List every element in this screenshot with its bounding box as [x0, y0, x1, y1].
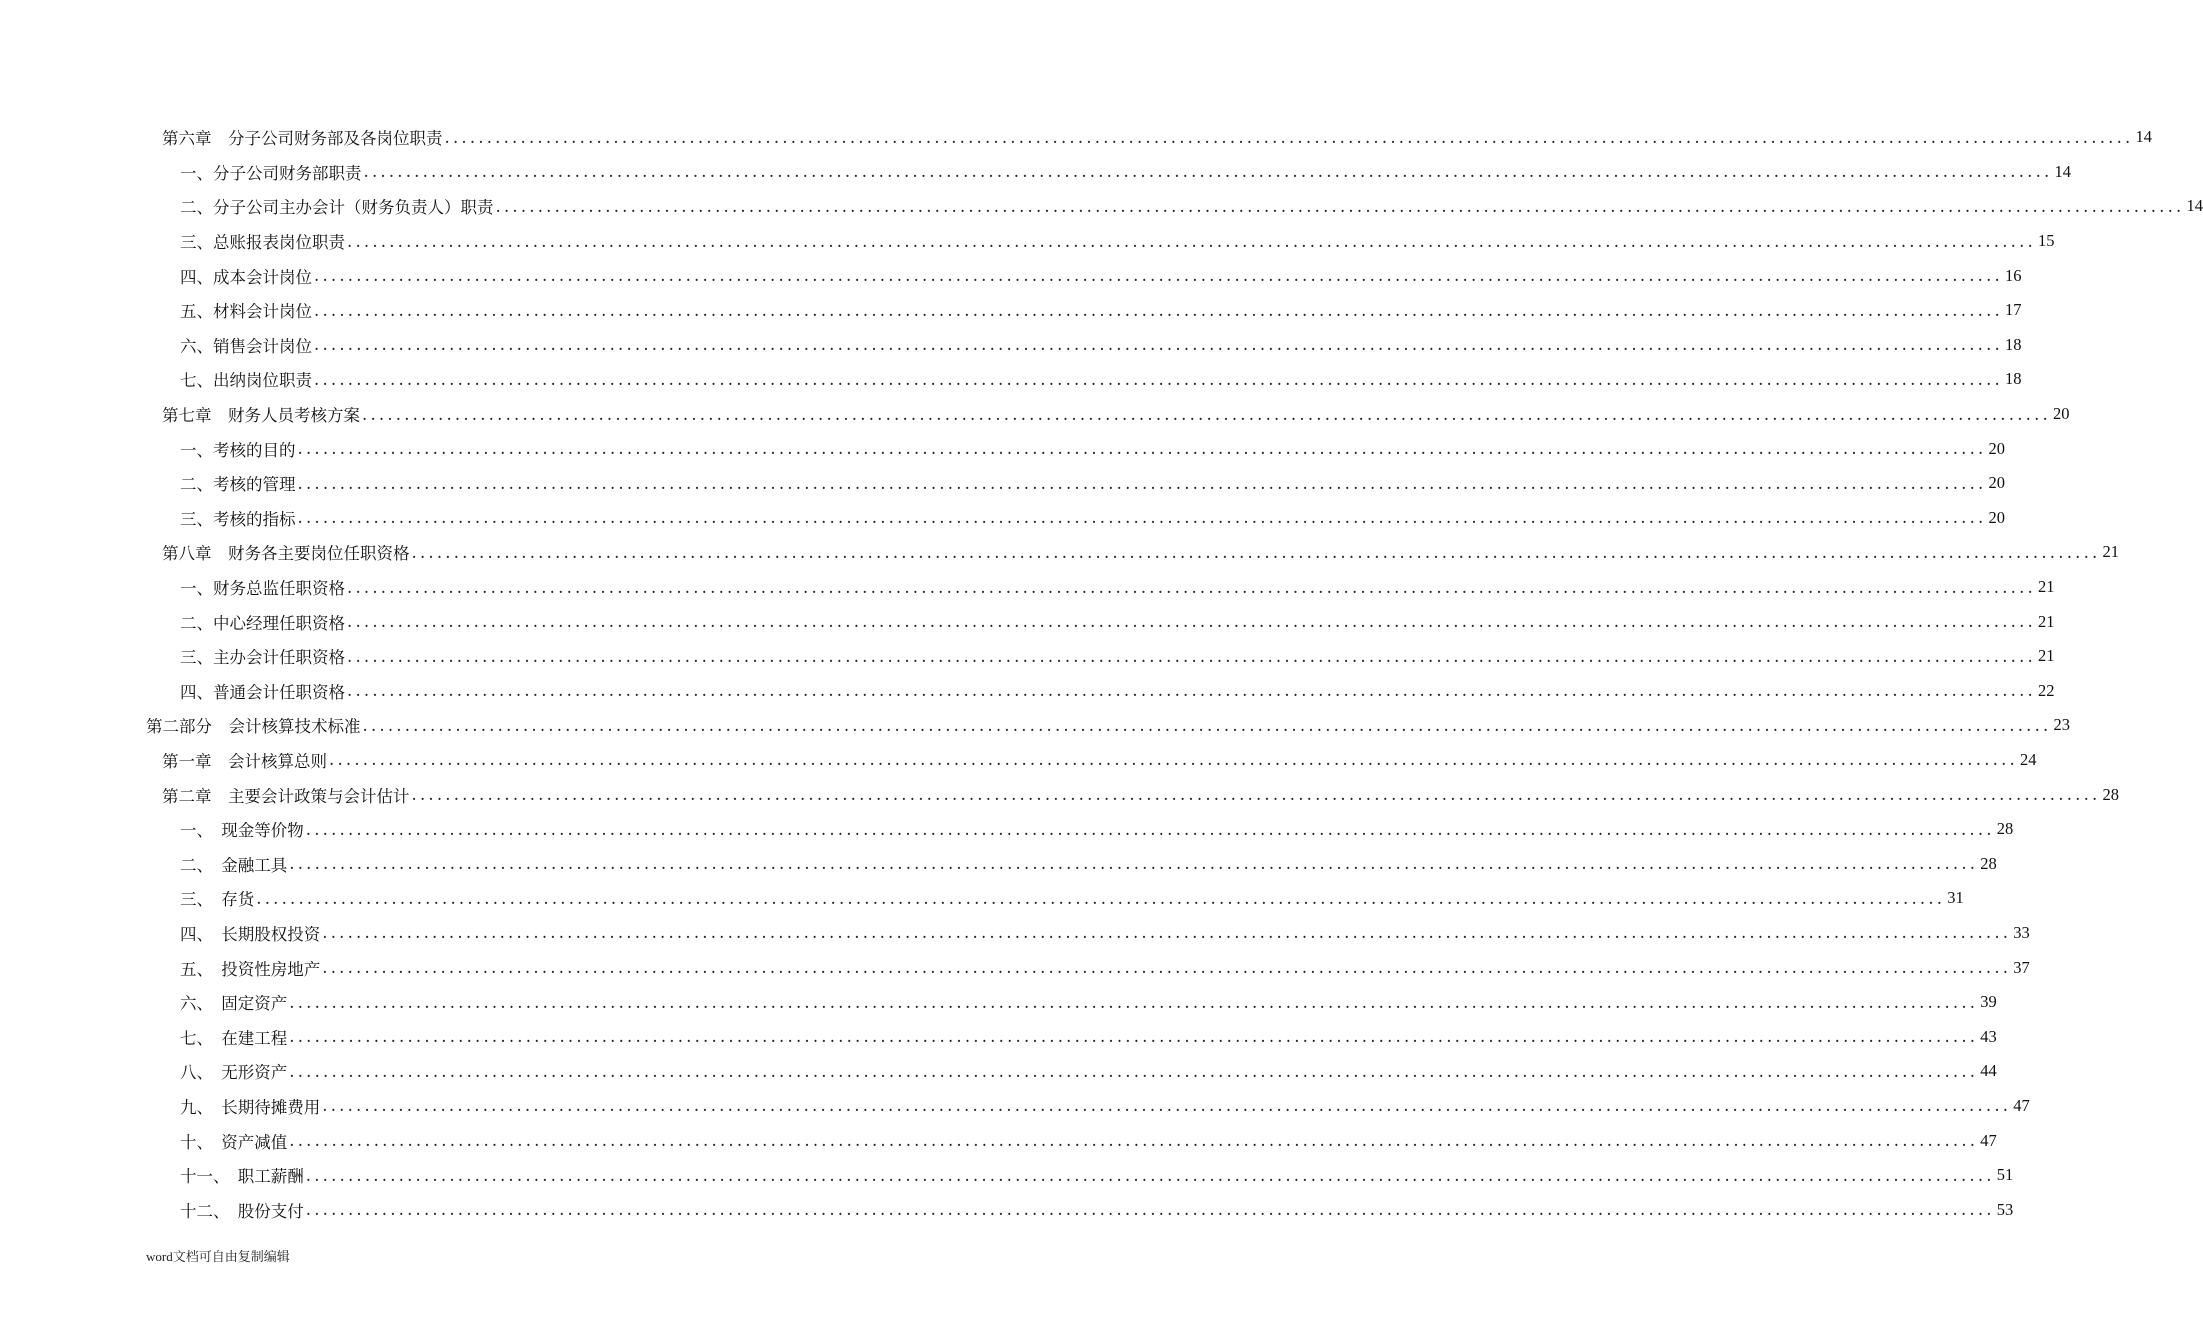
toc-dot-leader: ........................................................................................................................................................................................................ — [347, 646, 2036, 666]
toc-dot-leader: ........................................................................................................................................................................................................ — [314, 300, 2003, 320]
toc-dot-leader: ........................................................................................................................................................................................................ — [305, 819, 1995, 839]
toc-dot-leader: ........................................................................................................................................................................................................ — [314, 335, 2003, 355]
toc-entry-title: 四、成本会计岗位 — [180, 267, 312, 287]
toc-dot-leader: ........................................................................................................................................................................................................ — [347, 612, 2036, 632]
toc-page-number: 21 — [2037, 611, 2055, 631]
toc-dot-leader: ........................................................................................................................................................................................................ — [347, 577, 2036, 597]
toc-dot-leader: ........................................................................................................................................................................................................ — [322, 958, 2012, 978]
toc-page-number: 16 — [2004, 265, 2022, 285]
toc-entry[interactable] — [0, 743, 2037, 778]
toc-dot-leader: ........................................................................................................................................................................................................ — [347, 231, 2036, 251]
toc-dot-leader: ........................................................................................................................................................................................................ — [314, 266, 2003, 286]
toc-entry-title: 十二、 股份支付 — [180, 1201, 304, 1221]
toc-page-number: 20 — [1988, 507, 2005, 527]
toc-page-number: 18 — [2004, 334, 2022, 354]
toc-dot-leader: ........................................................................................................................................................................................................ — [305, 1200, 1995, 1220]
toc-dot-leader: ........................................................................................................................................................................................................ — [347, 681, 2036, 701]
toc-entry[interactable] — [0, 1089, 2030, 1124]
toc-page-number: 17 — [2004, 300, 2022, 320]
toc-entry[interactable] — [0, 155, 2071, 190]
toc-entry[interactable] — [0, 950, 2030, 985]
toc-page-number: 20 — [1988, 438, 2005, 458]
toc-page-number: 23 — [2053, 715, 2070, 735]
toc-entry[interactable] — [0, 1158, 2014, 1193]
toc-page-number: 28 — [1996, 819, 2014, 839]
toc-page-number: 14 — [2186, 196, 2203, 216]
toc-entry-title: 三、总账报表岗位职责 — [180, 233, 345, 253]
toc-page-number: 43 — [1980, 1026, 1997, 1046]
toc-entry[interactable] — [0, 258, 2022, 293]
toc-dot-leader: ........................................................................................................................................................................................................ — [297, 508, 1987, 528]
toc-entry-title: 八、 无形资产 — [180, 1063, 288, 1083]
toc-entry[interactable] — [0, 674, 2055, 709]
toc-entry-title: 一、财务总监任职资格 — [180, 579, 345, 599]
toc-page-number: 28 — [2102, 784, 2119, 804]
toc-entry-title: 一、分子公司财务部职责 — [180, 163, 362, 183]
toc-entry[interactable] — [0, 397, 2070, 432]
table-of-contents — [0, 120, 2203, 1227]
toc-entry-title: 三、考核的指标 — [180, 509, 296, 529]
toc-page-number: 51 — [1996, 1165, 2014, 1185]
toc-entry-title: 七、 在建工程 — [180, 1028, 288, 1048]
toc-entry[interactable] — [0, 1054, 1997, 1089]
toc-page-number: 14 — [2135, 127, 2152, 147]
toc-entry[interactable] — [0, 1192, 2014, 1227]
toc-page-number: 22 — [2037, 680, 2055, 700]
toc-entry[interactable] — [0, 1123, 1997, 1158]
toc-dot-leader: ........................................................................................................................................................................................................ — [322, 923, 2012, 943]
toc-page-number: 15 — [2037, 231, 2055, 251]
toc-entry-title: 第二部分 会计核算技术标准 — [146, 717, 361, 737]
toc-entry[interactable] — [0, 293, 2022, 328]
toc-page-number: 39 — [1980, 992, 1997, 1012]
toc-entry-title: 九、 长期待摊费用 — [180, 1097, 321, 1117]
toc-entry[interactable] — [0, 362, 2022, 397]
toc-dot-leader: ........................................................................................................................................................................................................ — [289, 1131, 1979, 1151]
toc-entry[interactable] — [0, 501, 2005, 536]
toc-entry-title: 五、 投资性房地产 — [180, 959, 321, 979]
toc-page-number: 18 — [2004, 369, 2022, 389]
toc-page-number: 37 — [2013, 957, 2030, 977]
toc-entry-title: 三、主办会计任职资格 — [180, 648, 345, 668]
toc-entry[interactable] — [0, 224, 2055, 259]
toc-entry[interactable] — [0, 916, 2030, 951]
toc-entry[interactable] — [0, 189, 2203, 224]
toc-dot-leader: ........................................................................................................................................................................................................ — [289, 854, 1979, 874]
toc-dot-leader: ........................................................................................................................................................................................................ — [297, 473, 1987, 493]
toc-entry-title: 三、 存货 — [180, 890, 255, 910]
footer-note: word文档可自由复制编辑 — [146, 1249, 290, 1264]
toc-entry[interactable] — [0, 604, 2055, 639]
toc-entry[interactable] — [0, 846, 1997, 881]
toc-dot-leader: ........................................................................................................................................................................................................ — [495, 196, 2185, 216]
toc-dot-leader: ........................................................................................................................................................................................................ — [289, 1061, 1979, 1081]
toc-entry-title: 一、 现金等价物 — [180, 821, 304, 841]
toc-entry-title: 第二章 主要会计政策与会计估计 — [162, 786, 410, 806]
toc-dot-leader: ........................................................................................................................................................................................................ — [289, 992, 1979, 1012]
toc-entry[interactable] — [0, 777, 2119, 812]
toc-dot-leader: ........................................................................................................................................................................................................ — [411, 785, 2101, 805]
toc-entry-title: 七、出纳岗位职责 — [180, 371, 312, 391]
toc-page-number: 21 — [2037, 646, 2055, 666]
toc-page-number: 24 — [2019, 749, 2037, 769]
toc-entry[interactable] — [0, 328, 2022, 363]
toc-dot-leader: ........................................................................................................................................................................................................ — [444, 127, 2134, 147]
toc-page-number: 14 — [2054, 161, 2071, 181]
toc-dot-leader: ........................................................................................................................................................................................................ — [362, 404, 2051, 424]
toc-page-number: 47 — [1980, 1130, 1997, 1150]
toc-page-number: 53 — [1996, 1199, 2014, 1219]
toc-entry-title: 第七章 财务人员考核方案 — [162, 406, 360, 426]
toc-page-number: 47 — [2013, 1095, 2030, 1115]
toc-entry[interactable] — [0, 985, 1997, 1020]
toc-page-number: 33 — [2013, 922, 2030, 942]
toc-entry[interactable] — [0, 570, 2055, 605]
toc-dot-leader: ........................................................................................................................................................................................................ — [314, 369, 2003, 389]
toc-dot-leader: ........................................................................................................................................................................................................ — [289, 1027, 1979, 1047]
toc-entry-title: 六、 固定资产 — [180, 994, 288, 1014]
toc-page-number: 44 — [1980, 1061, 1997, 1081]
toc-entry-title: 四、普通会计任职资格 — [180, 682, 345, 702]
toc-dot-leader: ........................................................................................................................................................................................................ — [256, 888, 1946, 908]
toc-dot-leader: ........................................................................................................................................................................................................ — [297, 439, 1987, 459]
toc-dot-leader: ........................................................................................................................................................................................................ — [305, 1165, 1995, 1185]
toc-dot-leader: ........................................................................................................................................................................................................ — [322, 1096, 2012, 1116]
toc-entry[interactable] — [0, 466, 2005, 501]
toc-entry-title: 二、 金融工具 — [180, 855, 288, 875]
toc-entry-title: 二、分子公司主办会计（财务负责人）职责 — [180, 198, 494, 218]
toc-page-number: 20 — [1988, 473, 2005, 493]
toc-page-number: 31 — [1947, 888, 1964, 908]
toc-page-number: 28 — [1980, 853, 1997, 873]
toc-entry[interactable] — [0, 708, 2070, 743]
toc-entry[interactable] — [0, 881, 1964, 916]
toc-page-number: 20 — [2052, 404, 2070, 424]
toc-entry[interactable] — [0, 431, 2005, 466]
toc-entry-title: 十一、 职工薪酬 — [180, 1167, 304, 1187]
toc-dot-leader: ........................................................................................................................................................................................................ — [362, 715, 2052, 735]
toc-entry-title: 二、考核的管理 — [180, 475, 296, 495]
toc-entry-title: 五、材料会计岗位 — [180, 302, 312, 322]
toc-dot-leader: ........................................................................................................................................................................................................ — [411, 542, 2101, 562]
toc-dot-leader: ........................................................................................................................................................................................................ — [363, 162, 2053, 182]
toc-page-number: 21 — [2102, 542, 2119, 562]
toc-dot-leader: ........................................................................................................................................................................................................ — [329, 750, 2018, 770]
toc-entry-title: 第八章 财务各主要岗位任职资格 — [162, 544, 410, 564]
toc-entry-title: 六、销售会计岗位 — [180, 336, 312, 356]
toc-entry[interactable] — [0, 1019, 1997, 1054]
toc-entry[interactable] — [0, 812, 2014, 847]
toc-entry[interactable] — [0, 639, 2055, 674]
toc-entry[interactable] — [0, 535, 2119, 570]
toc-entry[interactable] — [0, 120, 2152, 155]
toc-page-number: 21 — [2037, 577, 2055, 597]
toc-entry-title: 第一章 会计核算总则 — [162, 751, 327, 771]
toc-entry-title: 一、考核的目的 — [180, 440, 296, 460]
toc-entry-title: 二、中心经理任职资格 — [180, 613, 345, 633]
toc-entry-title: 第六章 分子公司财务部及各岗位职责 — [162, 129, 443, 149]
toc-entry-title: 四、 长期股权投资 — [180, 924, 321, 944]
toc-entry-title: 十、 资产减值 — [180, 1132, 288, 1152]
